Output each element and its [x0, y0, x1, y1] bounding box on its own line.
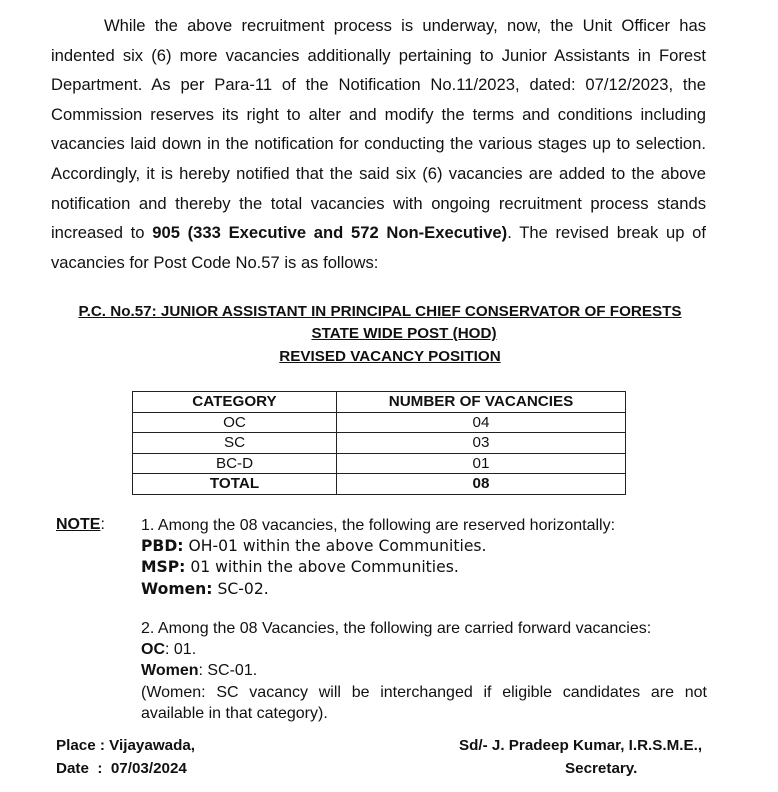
body-paragraph [51, 11, 706, 277]
place-text: Place : Vijayawada, [56, 737, 196, 754]
note-1-intro: 1. Among the 08 vacancies, the following are reserved horizontally: [141, 517, 616, 534]
post-heading: P.C. No.57: JUNIOR ASSISTANT IN PRINCIPAL CHIEF CONSERVATOR OF FORESTS [78, 303, 682, 320]
signature-block [459, 734, 721, 780]
msp-line: MSP: 01 within the above Communities. [141, 558, 459, 577]
note-item-1 [141, 515, 721, 600]
signatory-title: Secretary. [565, 760, 638, 777]
vacancy-table [132, 391, 626, 495]
note-item-2 [141, 618, 707, 724]
category-cell: SC [133, 433, 337, 454]
category-cell: OC [133, 412, 337, 433]
note-label: NOTE: [56, 516, 105, 533]
table-row [133, 433, 626, 454]
women-line: Women: SC-02. [141, 579, 269, 598]
post-subheading: STATE WIDE POST (HOD) [311, 325, 497, 342]
total-label-cell: TOTAL [133, 474, 337, 495]
pbd-line: PBD: OH-01 within the above Communities. [141, 537, 487, 556]
women-remark: (Women: SC vacancy will be interchanged if eligible candidates are not available in that category). [141, 683, 707, 722]
women-carried-line: Women: SC-01. [141, 662, 258, 680]
table-row [133, 453, 626, 474]
table-total-row [133, 474, 626, 495]
vacancy-count-cell: 04 [337, 412, 626, 433]
date-text: Date : 07/03/2024 [56, 760, 187, 777]
column-header-vacancies: NUMBER OF VACANCIES [337, 392, 626, 413]
oc-line: OC: 01. [141, 641, 197, 659]
paragraph-text: While the above recruitment process is underway, now, the Unit Officer has indented six (6) more vacancies additionally pertaining to Junior Assistants in Forest Department. As per Para-11 of the Notification No.11/2023, dated: 07/12/2023, the Commission reserves its right to alter and modify the terms and conditions including vacancies laid down in the notification for conducting the various stages up to selection. Accordingly, it is hereby notified that the said six (6) vacancies are added to the above notification and thereby the total vacancies with ongoing recruitment process stands increased to [51, 16, 706, 243]
place-date-block [56, 734, 195, 780]
table-row [133, 412, 626, 433]
paragraph-bold-total: 905 (333 Executive and 572 Non-Executive) [152, 223, 508, 243]
note-2-intro: 2. Among the 08 Vacancies, the following are carried forward vacancies: [141, 620, 652, 637]
total-value-cell: 08 [337, 474, 626, 495]
column-header-category: CATEGORY [133, 392, 337, 413]
category-cell: BC-D [133, 453, 337, 474]
table-header-row [133, 392, 626, 413]
signatory-name: Sd/- J. Pradeep Kumar, I.R.S.M.E., [459, 737, 703, 754]
paragraph-text-end: . The revised break up of vacancies for Post Code No.57 is as follows: [51, 223, 706, 272]
vacancy-count-cell: 01 [337, 453, 626, 474]
vacancy-count-cell: 03 [337, 433, 626, 454]
revised-vacancy-heading: REVISED VACANCY POSITION [279, 348, 501, 365]
